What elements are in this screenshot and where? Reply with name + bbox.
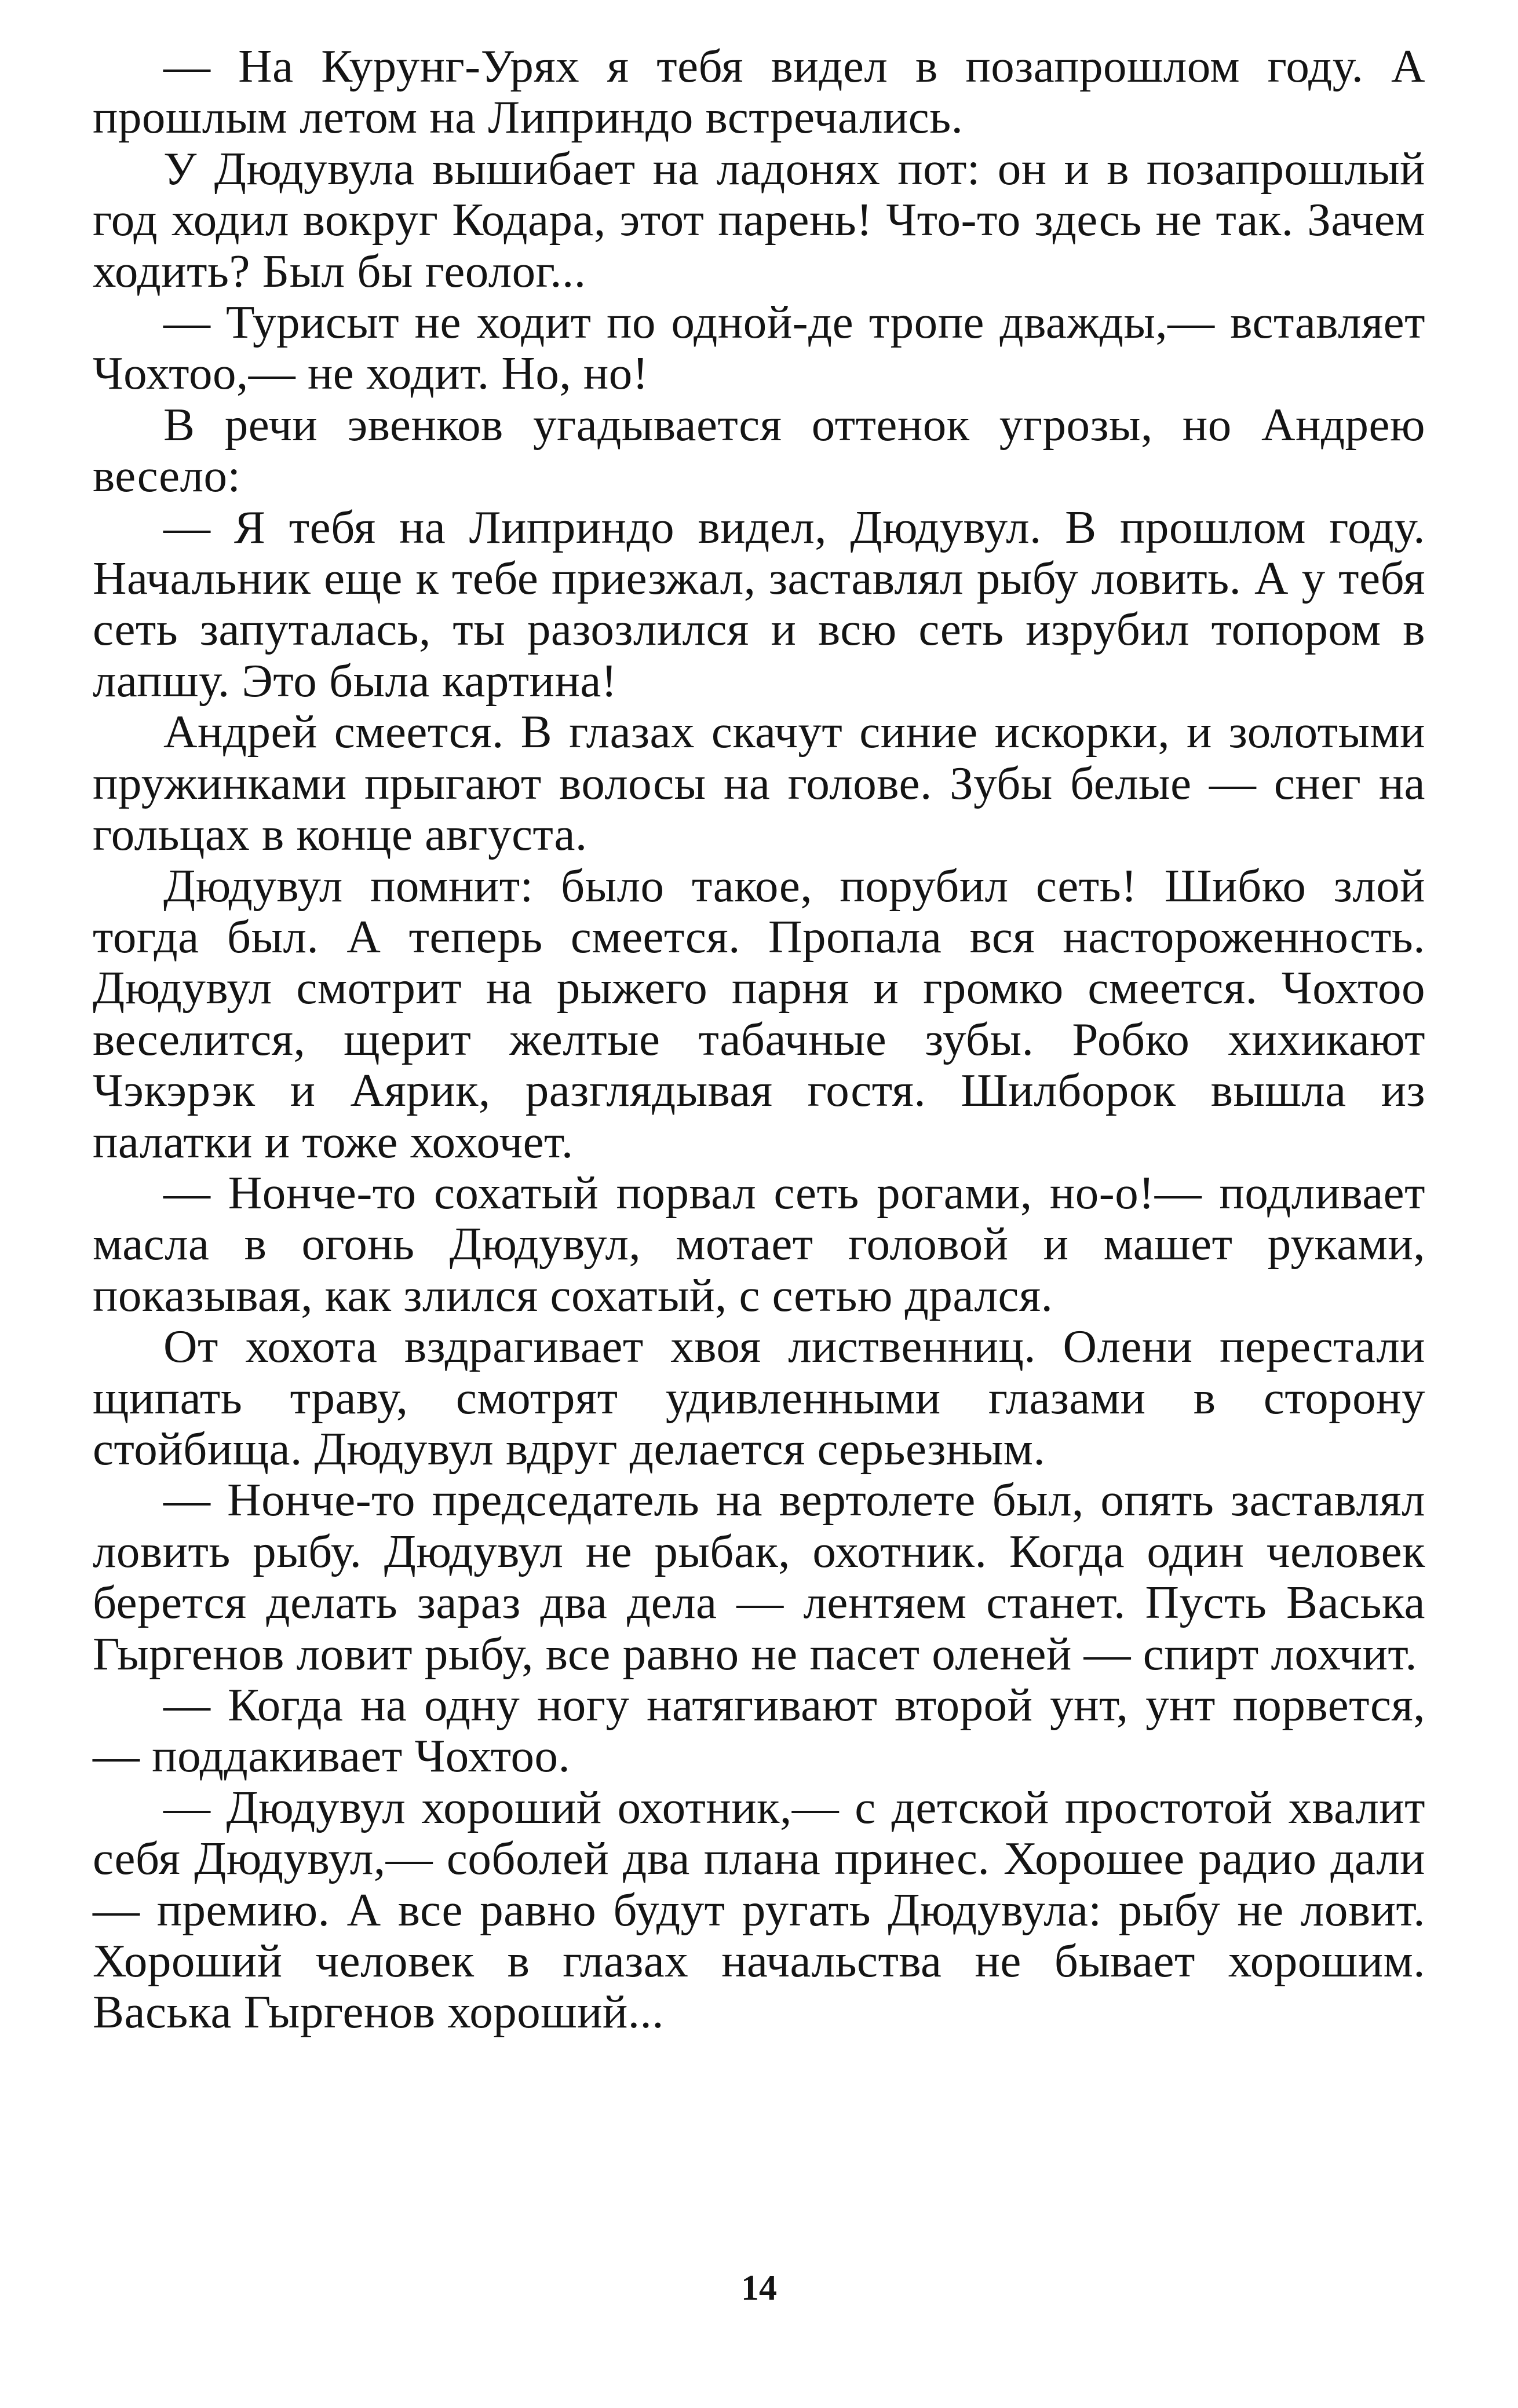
paragraph: У Дюдувула вышибает на ладонях пот: он и в позапрошлый год ходил вокруг Кодара, этот парень! Что-то здесь не так. Зачем ходить? Был бы геолог... (93, 142, 1425, 297)
paragraph: — Я тебя на Липриндо видел, Дюдувул. В прошлом году. Начальник еще к тебе приезжал, заставлял рыбу ловить. А у тебя сеть запуталась, ты разозлился и всю сеть изрубил топором в лапшу. Это была картина! (93, 500, 1425, 707)
book-page (93, 41, 1425, 2358)
paragraph: От хохота вздрагивает хвоя лиственниц. Олени перестали щипать траву, смотрят удивленными глазами в сторону стойбища. Дюдувул вдруг делается серьезным. (93, 1320, 1425, 1475)
page-number: 14 (741, 2268, 777, 2308)
paragraph: Андрей смеется. В глазах скачут синие искорки, и золотыми пружинками прыгают волосы на голове. Зубы белые — снег на гольцах в конце августа. (93, 706, 1425, 861)
paragraph: — На Курунг-Урях я тебя видел в позапрошлом году. А прошлым летом на Липриндо встречались. (93, 40, 1425, 144)
paragraph: — Когда на одну ногу натягивают второй унт, унт порвется,— поддакивает Чохтоо. (93, 1679, 1425, 1782)
paragraph: Дюдувул помнит: было такое, порубил сеть! Шибко злой тогда был. А теперь смеется. Пропала вся настороженность. Дюдувул смотрит на рыжего парня и громко смеется. Чохтоо веселится, щерит желтые табачные зубы. Робко хихикают Чэкэрэк и Аярик, разглядывая гостя. Шилборок вышла из палатки и тоже хохочет. (93, 859, 1425, 1168)
paragraph: — Нонче-то председатель на вертолете был, опять заставлял ловить рыбу. Дюдувул не рыбак, охотник. Когда один человек берется делать зараз два дела — лентяем станет. Пусть Васька Гыргенов ловит рыбу, все равно не пасет оленей — спирт лохчит. (93, 1474, 1425, 1680)
paragraph: — Турисыт не ходит по одной-де тропе дважды,— вставляет Чохтоо,— не ходит. Но, но! (93, 296, 1425, 400)
paragraph: — Дюдувул хороший охотник,— с детской простотой хвалит себя Дюдувул,— соболей два плана принес. Хорошее радио дали — премию. А все равно будут ругать Дюдувула: рыбу не ловит. Хороший человек в глазах начальства не бывает хорошим. Васька Гыргенов хороший... (93, 1781, 1425, 2038)
body-text (93, 41, 1425, 2038)
paragraph: — Нонче-то сохатый порвал сеть рогами, но-о!— подливает масла в огонь Дюдувул, мотает головой и машет руками, показывая, как злился сохатый, с сетью дрался. (93, 1166, 1425, 1321)
paragraph: В речи эвенков угадывается оттенок угрозы, но Андрею весело: (93, 398, 1425, 502)
